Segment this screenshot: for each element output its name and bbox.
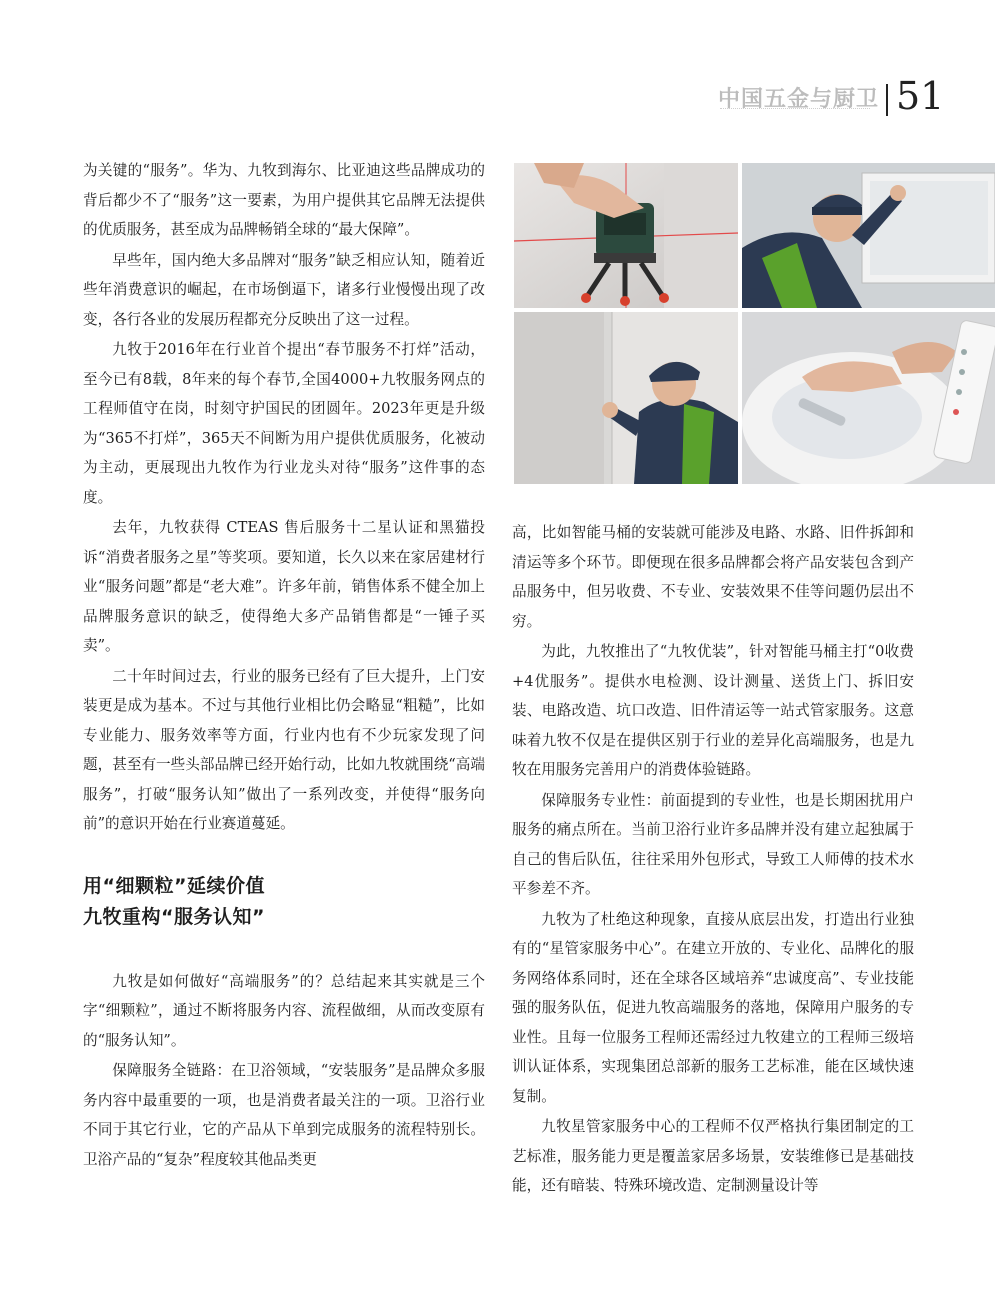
photo-smart-toilet <box>742 312 995 484</box>
left-column <box>83 156 485 1174</box>
paragraph: 二十年时间过去，行业的服务已经有了巨大提升，上门安装更是成为基本。不过与其他行业相比仍会略显“粗糙”，比如专业能力、服务效率等方面，行业内也有不少玩家发现了问题，甚至有一些头部品牌已经开始行动，比如九牧就围绕“高端服务”，打破“服务认知”做出了一系列改变，并使得“服务向前”的意识开始在行业赛道蔓延。 <box>83 667 485 832</box>
paragraph: 为关键的“服务”。华为、九牧到海尔、比亚迪这些品牌成功的背后都少不了“服务”这一要素，为用户提供其它品牌无法提供的优质服务，甚至成为品牌畅销全球的“最大保障”。 <box>83 162 485 238</box>
paragraph: 去年，九牧获得 CTEAS 售后服务十二星认证和黑猫投诉“消费者服务之星”等奖项。要知道，长久以来在家居建材行业“服务问题”都是“老大难”。许多年前，销售体系不健全加上品牌服务意识的缺乏，使得绝大多产品销售都是“一锤子买卖”。 <box>83 519 485 654</box>
logo-subline <box>720 108 870 112</box>
paragraph: 九牧为了杜绝这种现象，直接从底层出发，打造出行业独有的“星管家服务中心”。在建立开放的、专业化、品牌化的服务网络体系同时，还在全球各区域培养“忠诚度高”、专业技能强的服务队伍，促进九牧高端服务的落地，保障用户服务的专业性。且每一位服务工程师还需经过九牧建立的工程师三级培训认证体系，实现集团总部新的服务工艺标准，能在区域快速复制。 <box>512 910 914 1105</box>
paragraph: 九牧是如何做好“高端服务”的？总结起来其实就是三个字“细颗粒”，通过不断将服务内容、流程做细，从而改变原有的“服务认知”。 <box>83 972 485 1049</box>
photo-worker-install <box>742 163 995 308</box>
magazine-logo: 中国五金与厨卫 <box>718 87 880 112</box>
paragraph: 为此，九牧推出了“九牧优装”，针对智能马桶主打“0收费+4优服务”。提供水电检测、设计测量、送货上门、拆旧安装、电路改造、坑口改造、旧件清运等一站式管家服务。这意味着九牧不仅是在提供区别于行业的差异化高端服务，也是九牧在用服务完善用户的消费体验链路。 <box>512 643 914 778</box>
paragraph: 九牧星管家服务中心的工程师不仅严格执行集团制定的工艺标准，服务能力更是覆盖家居多场景，安装维修已是基础技能，还有暗装、特殊环境改造、定制测量设计等 <box>512 1118 914 1194</box>
paragraph: 九牧于2016年在行业首个提出“春节服务不打烊”活动，至今已有8载，8年来的每个春节,全国4000+九牧服务网点的工程师值守在岗，时刻守护国民的团圆年。2023年更是升级为“365不打烊”，365天不间断为用户提供优质服务，化被动为主动，更展现出九牧作为行业龙头对待“服务”这件事的态度。 <box>83 341 485 506</box>
heading-line: 用“细颗粒”延续价值 <box>83 874 265 897</box>
paragraph: 早些年，国内绝大多品牌对“服务”缺乏相应认知，随着近些年消费意识的崛起，在市场倒逼下，诸多行业慢慢出现了改变，各行各业的发展历程都充分反映出了这一过程。 <box>83 251 485 328</box>
photo-laser-level <box>514 163 738 308</box>
page-number: 51 <box>896 74 945 118</box>
photo-collage <box>514 163 995 484</box>
paragraph: 高，比如智能马桶的安装就可能涉及电路、水路、旧件拆卸和清运等多个环节。即便现在很多品牌都会将产品安装包含到产品服务中，但另收费、不专业、安装效果不佳等问题仍层出不穷。 <box>512 524 914 630</box>
section-heading <box>83 871 485 933</box>
heading-line: 九牧重构“服务认知” <box>83 905 265 928</box>
header-divider <box>886 84 888 116</box>
photo-worker-wall <box>514 312 738 484</box>
page-header <box>718 74 948 120</box>
right-column <box>512 518 914 1201</box>
paragraph: 保障服务全链路：在卫浴领域，“安装服务”是品牌众多服务内容中最重要的一项，也是消费者最关注的一项。卫浴行业不同于其它行业，它的产品从下单到完成服务的流程特别长。卫浴产品的“复杂”程度较其他品类更 <box>83 1062 485 1168</box>
paragraph: 保障服务专业性：前面提到的专业性，也是长期困扰用户服务的痛点所在。当前卫浴行业许多品牌并没有建立起独属于自己的售后队伍，往往采用外包形式，导致工人师傅的技术水平参差不齐。 <box>512 791 914 897</box>
